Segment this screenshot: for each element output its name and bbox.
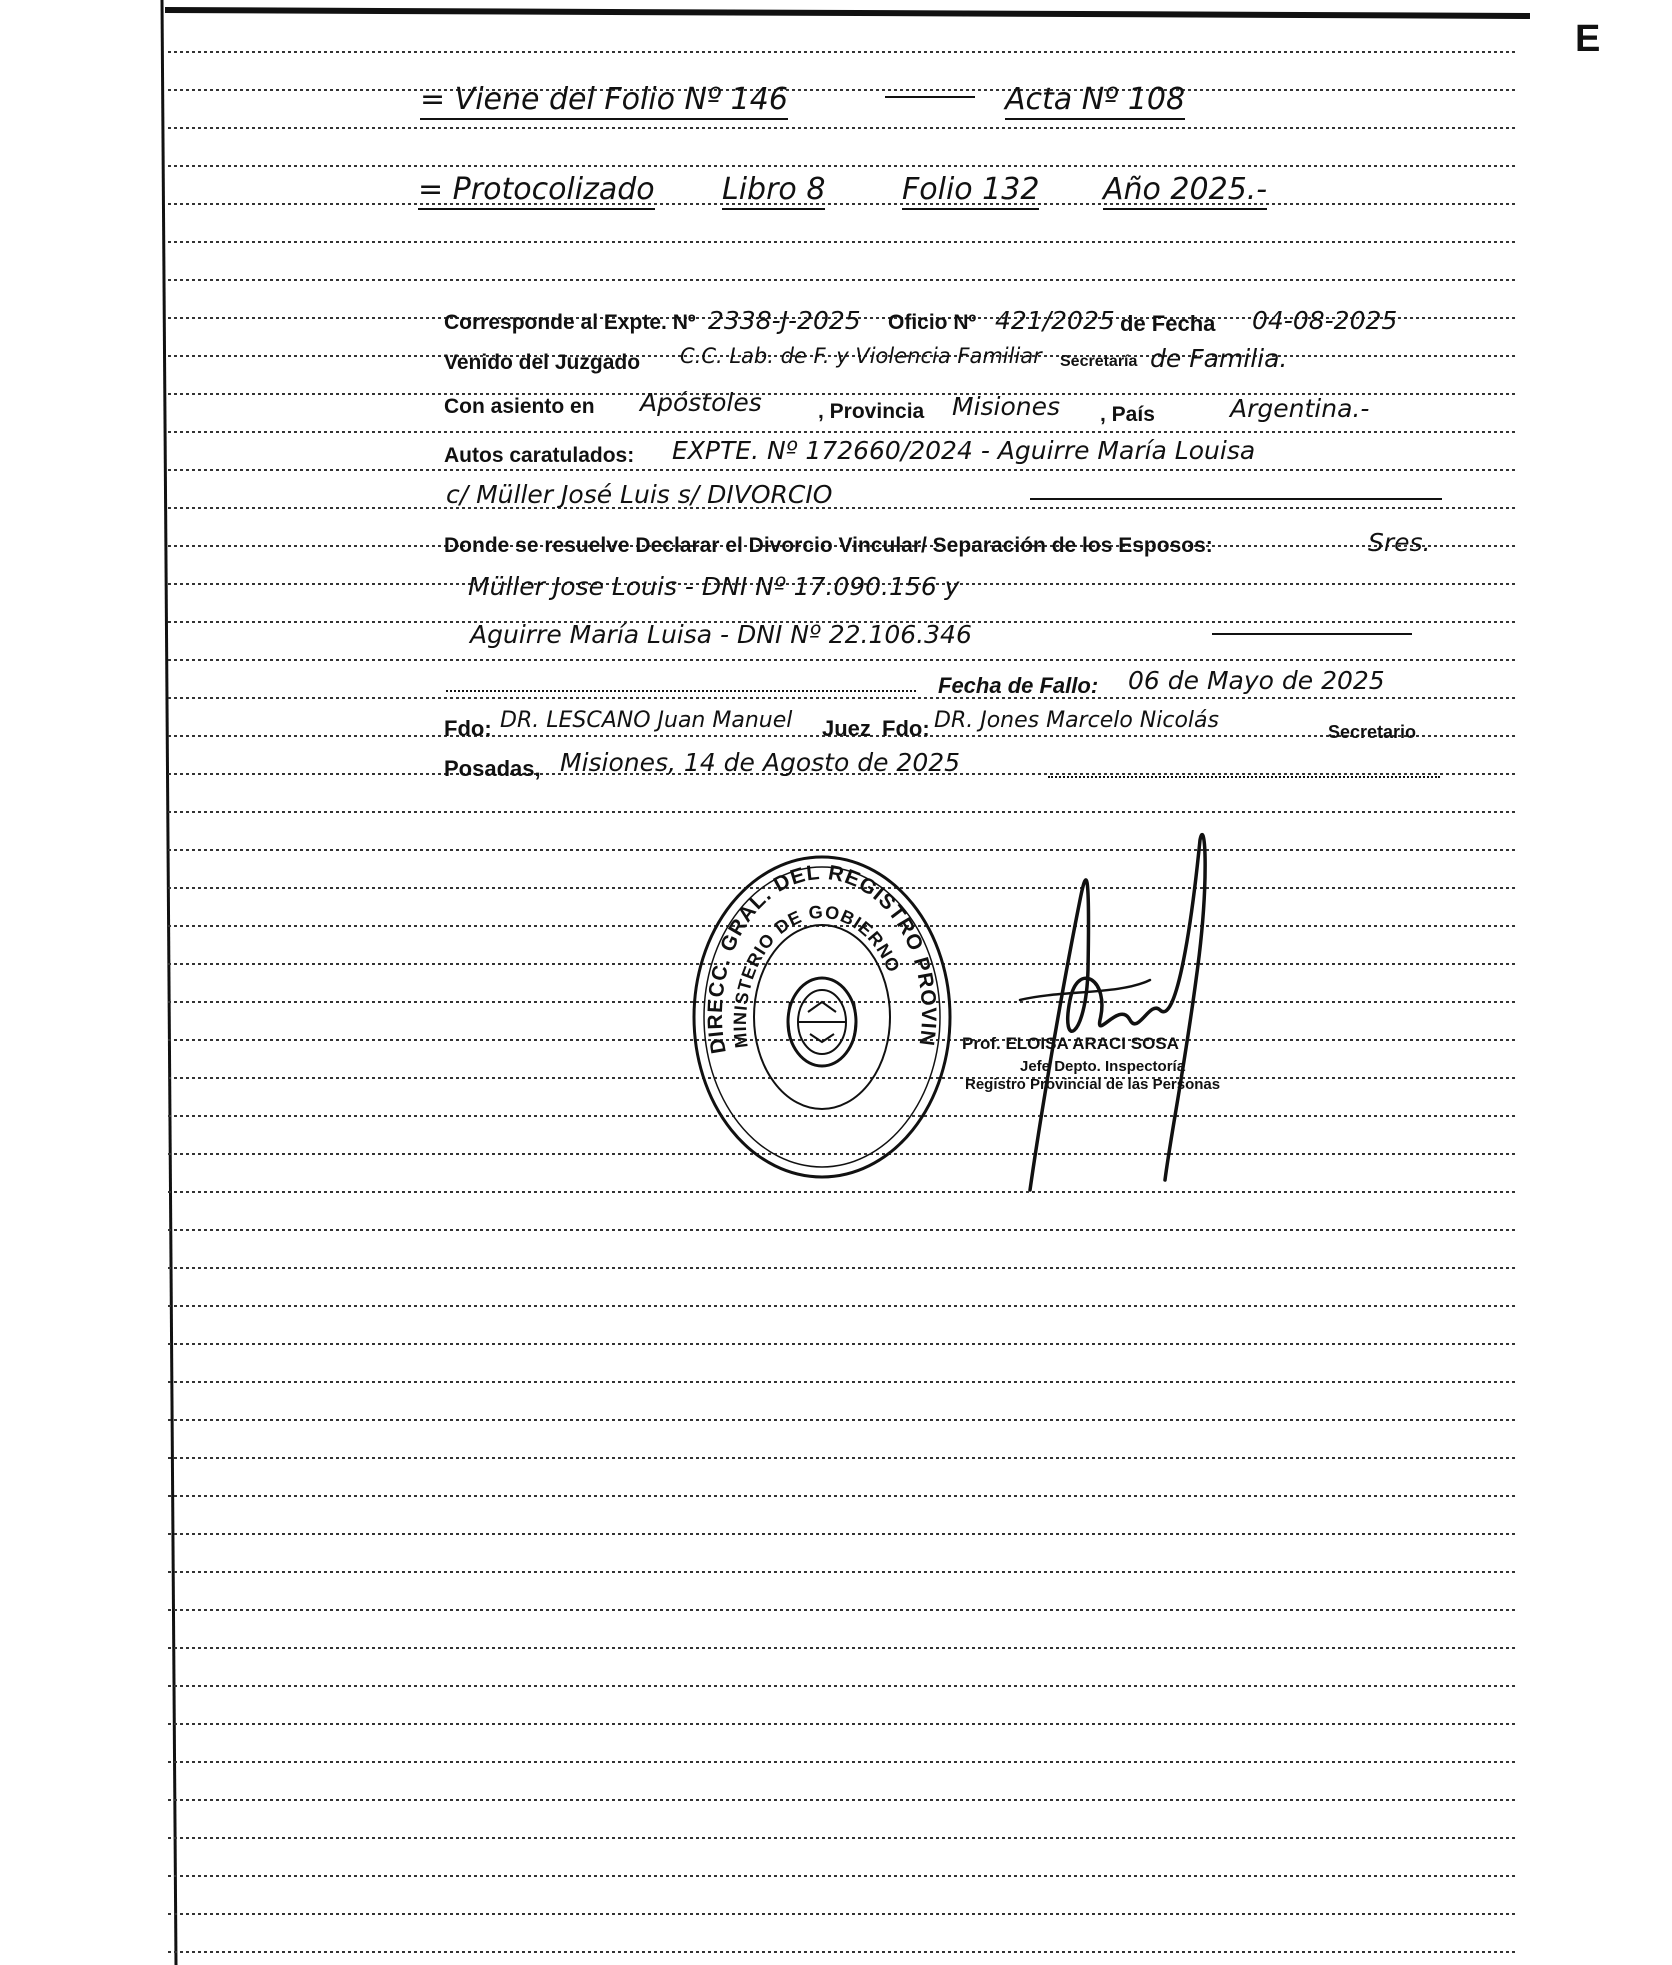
value-fecha-de-fallo: 06 de Mayo de 2025 bbox=[1128, 666, 1385, 695]
signature bbox=[1000, 820, 1230, 1205]
fill-line bbox=[446, 690, 916, 692]
label-juez: Juez bbox=[822, 716, 871, 741]
value-juzgado: C.C. Lab. de F. y Violencia Familiar bbox=[680, 344, 1042, 368]
header-viene-del-folio: = Viene del Folio Nº 146 bbox=[420, 82, 788, 120]
value-expte: 2338-J-2025 bbox=[708, 306, 861, 335]
header-acta: Acta Nº 108 bbox=[1005, 82, 1185, 120]
value-autos-line1: EXPTE. Nº 172660/2024 - Aguirre María Louisa bbox=[672, 436, 1256, 465]
value-secretario-name: DR. Jones Marcelo Nicolás bbox=[934, 708, 1219, 733]
label-autos: Autos caratulados: bbox=[444, 444, 635, 467]
label-asiento: Con asiento en bbox=[444, 395, 595, 418]
value-autos-line2: c/ Müller José Luis s/ DIVORCIO bbox=[446, 480, 833, 509]
seal-inner-text: MINISTERIO DE GOBIERNO bbox=[729, 901, 905, 1050]
header-libro: Libro 8 bbox=[722, 172, 825, 210]
value-asiento: Apóstoles bbox=[640, 388, 762, 417]
value-spouse-1: Müller Jose Louis - DNI Nº 17.090.156 y bbox=[468, 572, 960, 601]
value-juez-name: DR. LESCANO Juan Manuel bbox=[500, 708, 793, 733]
signature-scribble bbox=[1000, 820, 1230, 1200]
label-provincia: , Provincia bbox=[818, 400, 925, 423]
margin-rule bbox=[162, 0, 176, 1965]
corner-letter: E bbox=[1575, 18, 1601, 60]
header-dash bbox=[885, 96, 975, 98]
label-fdo-juez: Fdo: bbox=[444, 716, 492, 741]
stamp-name: Prof. ELOISA ARACI SOSA bbox=[962, 1034, 1179, 1053]
label-secretaria: Secretaría bbox=[1060, 353, 1138, 370]
label-corresponde: Corresponde al Expte. Nº bbox=[444, 311, 696, 334]
value-secretaria: de Familia. bbox=[1150, 344, 1288, 373]
label-fecha: de Fecha bbox=[1120, 311, 1216, 336]
top-rule bbox=[165, 10, 1530, 16]
label-venido: Venido del Juzgado bbox=[444, 351, 641, 374]
coat-of-arms-icon bbox=[788, 978, 856, 1066]
label-oficio: Oficio Nº bbox=[888, 311, 977, 334]
stamp-role: Jefe Depto. Inspectoría bbox=[1020, 1058, 1186, 1075]
label-donde-se-resuelve: Donde se resuelve Declarar el Divorcio Vincular/ Separación de los Esposos: bbox=[444, 534, 1213, 557]
label-posadas: Posadas, bbox=[444, 756, 541, 781]
value-lugar-fecha: Misiones, 14 de Agosto de 2025 bbox=[560, 748, 961, 777]
svg-text:MINISTERIO DE GOBIERNO bbox=[730, 902, 904, 1049]
seal-outer-text: DIRECC. GRAL. DEL REGISTRO PROVIN bbox=[703, 861, 941, 1056]
value-pais: Argentina.- bbox=[1230, 394, 1370, 423]
value-spouse-2: Aguirre María Luisa - DNI Nº 22.106.346 bbox=[470, 620, 972, 649]
label-secretario: Secretario bbox=[1328, 722, 1417, 742]
fill-line bbox=[1212, 633, 1412, 635]
value-fecha: 04-08-2025 bbox=[1252, 306, 1398, 335]
official-seal bbox=[690, 852, 954, 1187]
value-oficio: 421/2025 bbox=[995, 306, 1115, 335]
stamp-office: Registro Provincial de las Personas bbox=[965, 1076, 1221, 1093]
label-fecha-de-fallo: Fecha de Fallo: bbox=[938, 673, 1099, 698]
svg-text:DIRECC. GRAL. DEL REGISTRO PRO bbox=[690, 852, 940, 1055]
fill-line bbox=[1030, 498, 1442, 500]
value-sres: Sres. bbox=[1368, 528, 1431, 557]
seal-graphic bbox=[690, 852, 954, 1182]
header-protocolizado: = Protocolizado bbox=[418, 172, 655, 210]
value-provincia: Misiones bbox=[952, 392, 1061, 421]
header-folio: Folio 132 bbox=[902, 172, 1039, 210]
header-anio: Año 2025.- bbox=[1103, 172, 1267, 210]
label-pais: , País bbox=[1100, 403, 1155, 426]
fill-line bbox=[1048, 776, 1440, 778]
label-fdo-secretario: Fdo: bbox=[882, 716, 930, 741]
